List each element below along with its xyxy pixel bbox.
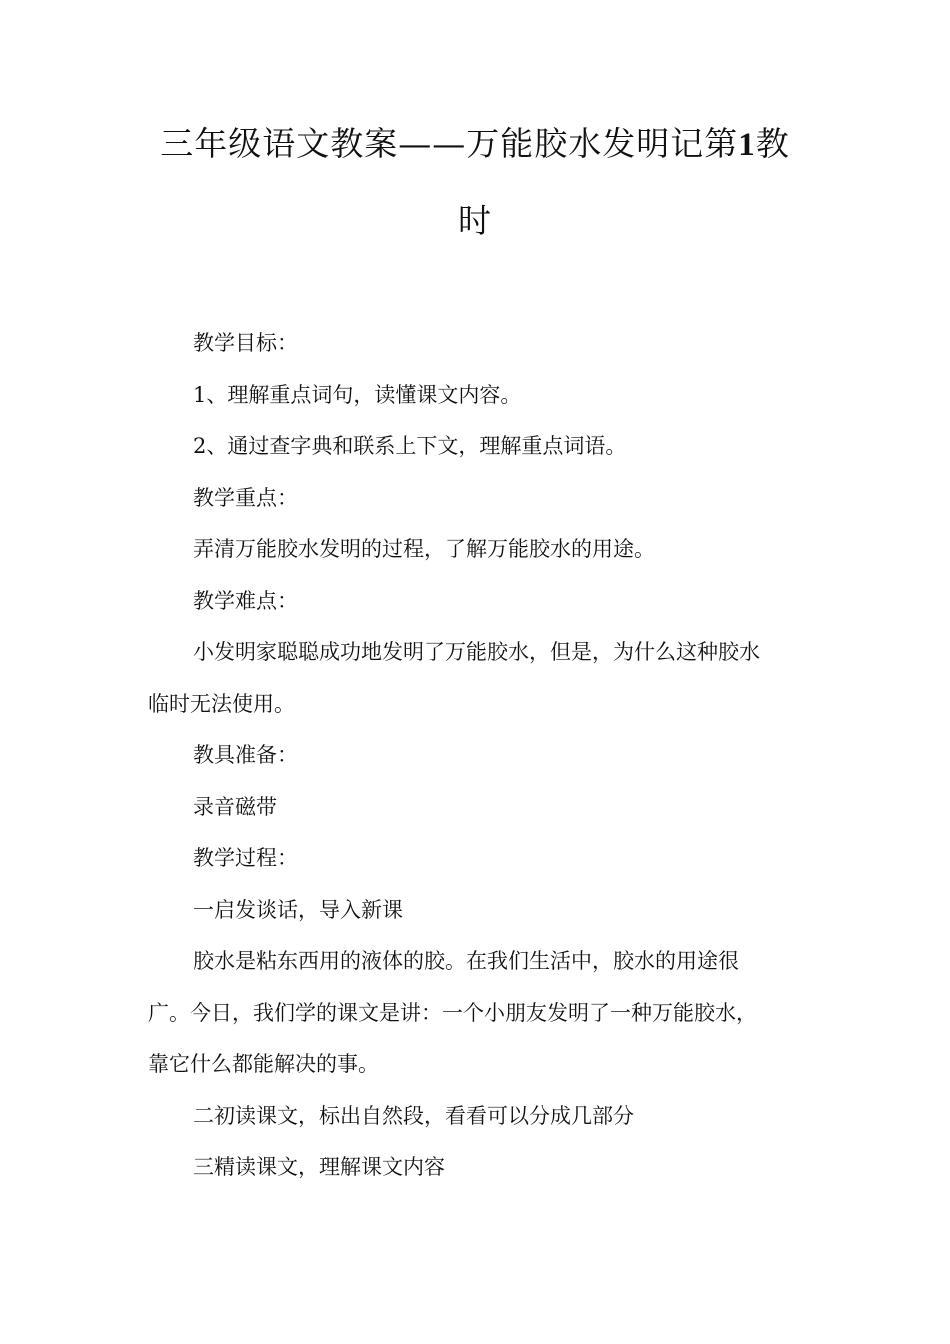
document-title-line-1: [130, 124, 820, 163]
body-line: 2、通过查字典和联系上下文，理解重点词语。: [193, 434, 627, 458]
body-line: 教具准备：: [193, 743, 298, 767]
body-line: 教学重点：: [193, 485, 298, 510]
title-text-part-2: 教: [755, 124, 790, 163]
body-line: 教学过程：: [193, 846, 298, 870]
document-body: [148, 328, 808, 1204]
title-text-part-1: 三年级语文教案——万能胶水发明记第: [160, 124, 739, 163]
body-line: 教学难点：: [193, 588, 298, 613]
title-lesson-number: 1: [738, 127, 756, 163]
body-line: 一启发谈话，导入新课: [193, 897, 403, 922]
body-line: 1、理解重点词句，读懂课文内容。: [193, 382, 522, 407]
document-title-line-2: 时: [458, 201, 492, 240]
body-line: 胶水是粘东西用的液体的胶。在我们生活中，胶水的用途很: [193, 949, 739, 973]
body-line: 靠它什么都能解决的事。: [148, 1052, 379, 1076]
body-line: 小发明家聪聪成功地发明了万能胶水，但是，为什么这种胶水: [193, 640, 760, 664]
body-line: 三精读课文，理解课文内容: [193, 1155, 445, 1179]
body-line: 弄清万能胶水发明的过程，了解万能胶水的用途。: [193, 537, 655, 561]
body-line: 教学目标：: [193, 331, 298, 355]
body-line: 二初读课文，标出自然段，看看可以分成几部分: [193, 1103, 634, 1128]
body-line: 录音磁带: [193, 794, 277, 819]
body-line: 广。今日，我们学的课文是讲：一个小朋友发明了一种万能胶水，: [148, 1000, 757, 1025]
body-line: 临时无法使用。: [148, 691, 295, 716]
